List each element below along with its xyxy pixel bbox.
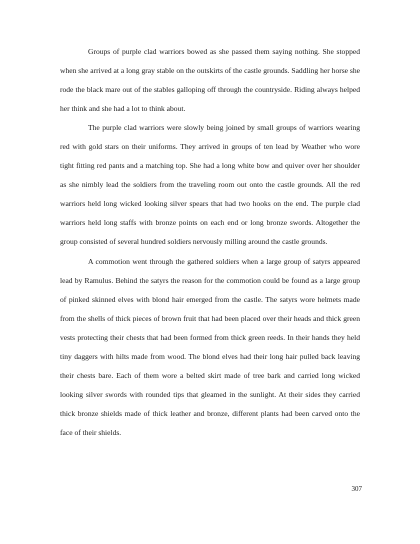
body-text [60,42,360,442]
paragraph-3: A commotion went through the gathered soldiers when a large group of satyrs appeared lead by Ramulus. Behind the satyrs the reason for the commotion could be found as a large group of pinked skinned elves with blond hair emerged from the castle. The satyrs wore helmets made from the shells of thick pieces of brown fruit that had been placed over their heads and thick green vests protecting their chests that had been formed from thick green reeds. In their hands they held tiny daggers with hilts made from wood. The blond elves had their long hair pulled back leaving their chests bare. Each of them wore a belted skirt made of tree bark and carried long wicked looking silver swords with rounded tips that gleamed in the sunlight. At their sides they carried thick bronze shields made of thick leather and bronze, different plants had been carved onto the face of their shields. [60,256,360,437]
paragraph-1: Groups of purple clad warriors bowed as she passed them saying nothing. She stopped when she arrived at a long gray stable on the outskirts of the castle grounds. Saddling her horse she rode the black mare out of the stables galloping off through the countryside. Riding always helped her think and she had a lot to think about. [60,47,360,114]
page-number: 307 [351,485,362,493]
paragraph-2: The purple clad warriors were slowly being joined by small groups of warriors wearing red with gold stars on their uniforms. They arrived in groups of ten lead by Weather who wore tight fitting red pants and a matching top. She had a long white bow and quiver over her shoulder as she nimbly lead the soldiers from the traveling room out onto the castle grounds. All the red warriors held long wicked looking silver spears that had two hooks on the end. The purple clad warriors held long staffs with bronze points on each end or long bronze swords. Altogether the group consisted of several hundred soldiers nervously milling around the castle grounds. [60,123,360,247]
